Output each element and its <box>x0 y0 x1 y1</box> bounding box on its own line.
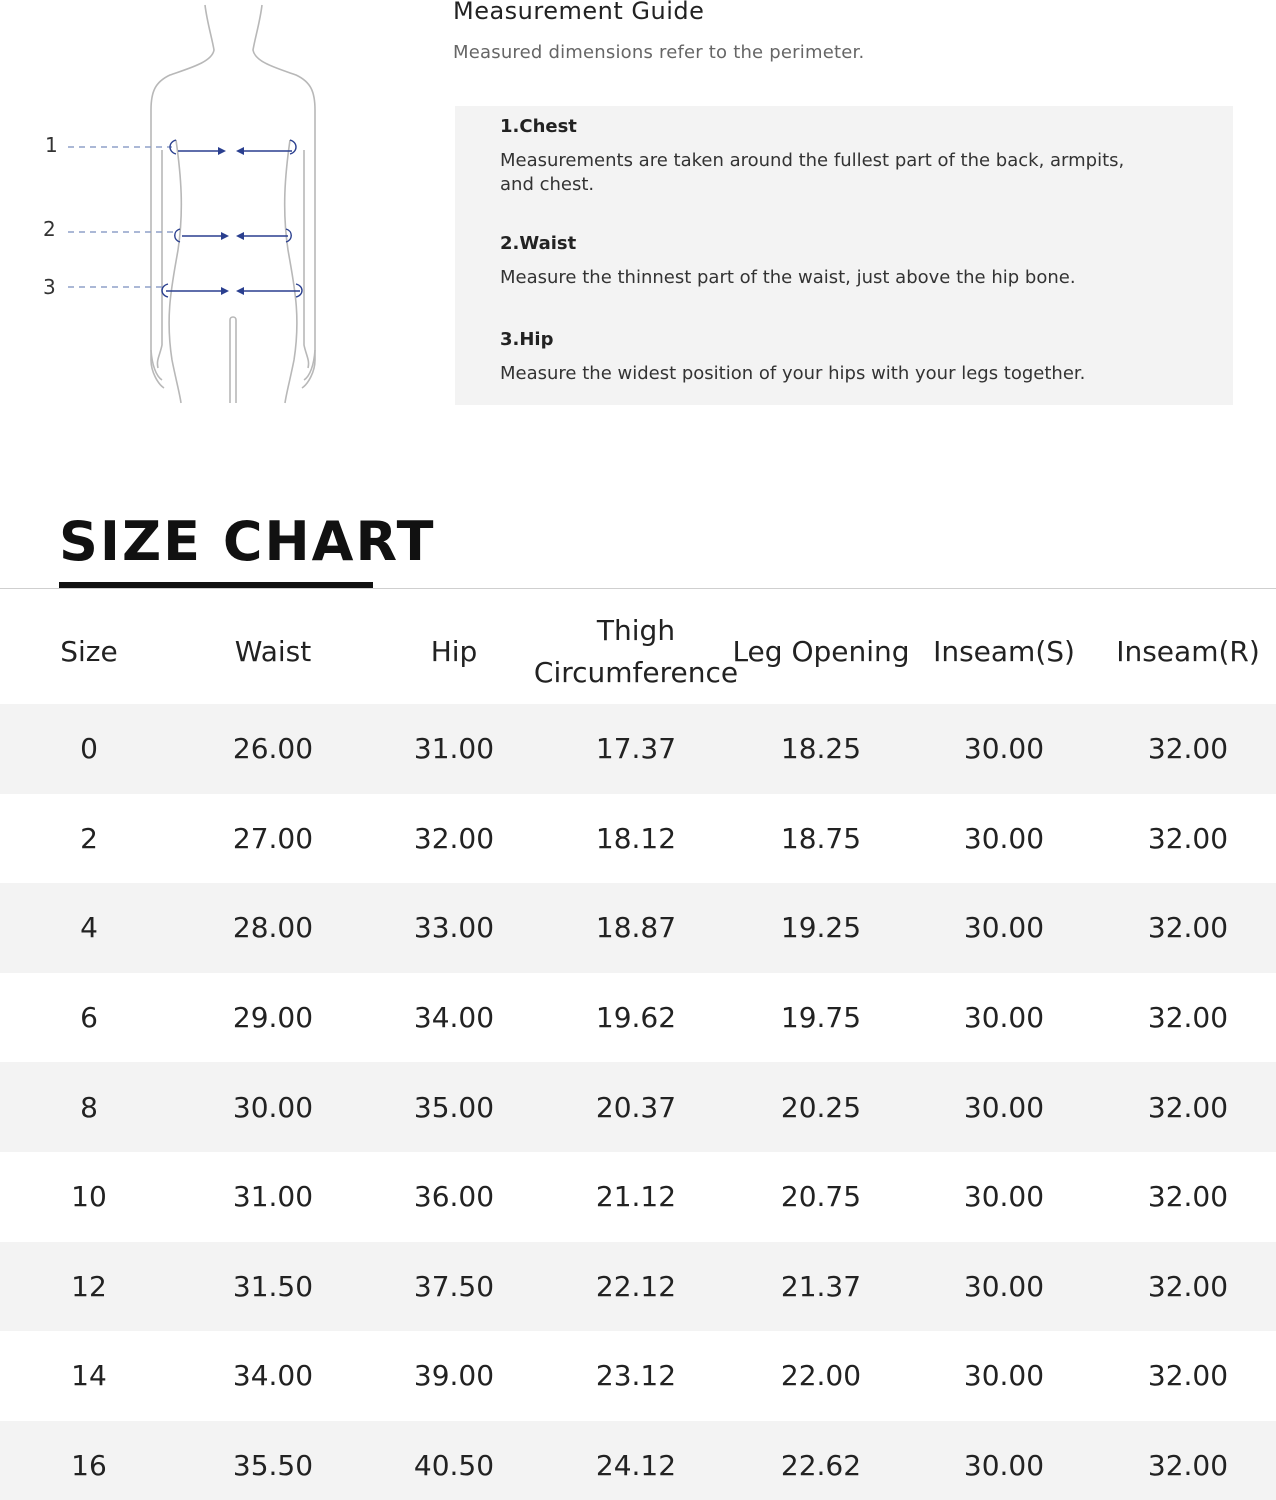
cell-waist: 31.00 <box>232 1180 314 1214</box>
cell-leg-opening: 20.25 <box>780 1090 862 1124</box>
cell-thigh: 19.62 <box>595 1001 677 1035</box>
cell-leg-opening: 21.37 <box>780 1269 862 1303</box>
cell-inseam-s: 30.00 <box>963 911 1045 945</box>
cell-inseam-r: 32.00 <box>1147 1001 1229 1035</box>
table-row <box>0 1331 1276 1421</box>
cell-hip: 34.00 <box>413 1001 495 1035</box>
cell-size: 10 <box>71 1180 107 1214</box>
cell-inseam-r: 32.00 <box>1147 1449 1229 1483</box>
cell-inseam-r: 32.00 <box>1147 911 1229 945</box>
cell-size: 8 <box>80 1090 98 1124</box>
cell-thigh: 23.12 <box>595 1359 677 1393</box>
cell-waist: 27.00 <box>232 821 314 855</box>
cell-inseam-s: 30.00 <box>963 1090 1045 1124</box>
guide-item-title: 1.Chest <box>500 116 577 137</box>
size-table <box>0 600 1276 1483</box>
cell-leg-opening: 20.75 <box>780 1180 862 1214</box>
cell-thigh: 21.12 <box>595 1180 677 1214</box>
cell-thigh: 18.12 <box>595 821 677 855</box>
cell-hip: 40.50 <box>413 1449 495 1483</box>
cell-waist: 31.50 <box>232 1269 314 1303</box>
header-inseam-r: Inseam(R) <box>1116 635 1260 668</box>
header-leg-opening: Leg Opening <box>732 635 910 668</box>
header-thigh: Thigh Circumference <box>533 614 739 689</box>
guide-subtitle: Measured dimensions refer to the perimeter. <box>453 42 865 63</box>
cell-leg-opening: 19.75 <box>780 1001 862 1035</box>
waist-marker: 2 <box>43 217 56 241</box>
cell-waist: 28.00 <box>232 911 314 945</box>
cell-thigh: 17.37 <box>595 732 677 766</box>
cell-thigh: 20.37 <box>595 1090 677 1124</box>
table-row <box>0 1152 1276 1242</box>
cell-leg-opening: 19.25 <box>780 911 862 945</box>
body-measurement-figure <box>0 0 420 410</box>
size-chart-title: SIZE CHART <box>59 510 436 573</box>
cell-hip: 37.50 <box>413 1269 495 1303</box>
guide-item-waist <box>500 233 1160 290</box>
table-row <box>0 1062 1276 1152</box>
header-waist: Waist <box>234 635 312 668</box>
table-row <box>0 704 1276 794</box>
chest-marker: 1 <box>45 133 58 157</box>
cell-waist: 30.00 <box>232 1090 314 1124</box>
table-row <box>0 794 1276 884</box>
cell-inseam-r: 32.00 <box>1147 1180 1229 1214</box>
cell-inseam-s: 30.00 <box>963 1269 1045 1303</box>
cell-inseam-s: 30.00 <box>963 1001 1045 1035</box>
cell-size: 12 <box>71 1269 107 1303</box>
hip-marker: 3 <box>43 275 56 299</box>
guide-item-hip <box>500 329 1160 386</box>
cell-leg-opening: 18.25 <box>780 732 862 766</box>
guide-item-title: 3.Hip <box>500 329 554 350</box>
header-hip: Hip <box>430 635 478 668</box>
cell-inseam-r: 32.00 <box>1147 821 1229 855</box>
cell-inseam-s: 30.00 <box>963 1180 1045 1214</box>
cell-inseam-s: 30.00 <box>963 732 1045 766</box>
cell-hip: 36.00 <box>413 1180 495 1214</box>
guide-item-title: 2.Waist <box>500 233 577 254</box>
cell-waist: 34.00 <box>232 1359 314 1393</box>
guide-item-desc: Measurements are taken around the fullest part of the back, armpits, and chest. <box>500 150 1125 195</box>
cell-size: 2 <box>80 821 98 855</box>
cell-leg-opening: 22.00 <box>780 1359 862 1393</box>
table-row <box>0 1242 1276 1332</box>
body-silhouette-icon <box>0 0 420 410</box>
cell-inseam-r: 32.00 <box>1147 1269 1229 1303</box>
guide-title: Measurement Guide <box>453 0 705 25</box>
cell-hip: 31.00 <box>413 732 495 766</box>
cell-leg-opening: 18.75 <box>780 821 862 855</box>
cell-size: 14 <box>71 1359 107 1393</box>
cell-thigh: 22.12 <box>595 1269 677 1303</box>
cell-thigh: 24.12 <box>595 1449 677 1483</box>
cell-waist: 35.50 <box>232 1449 314 1483</box>
divider <box>0 588 1276 589</box>
table-header <box>0 600 1276 704</box>
header-inseam-s: Inseam(S) <box>933 635 1075 668</box>
cell-hip: 32.00 <box>413 821 495 855</box>
cell-hip: 39.00 <box>413 1359 495 1393</box>
table-row <box>0 883 1276 973</box>
cell-size: 4 <box>80 911 98 945</box>
cell-waist: 26.00 <box>232 732 314 766</box>
cell-inseam-s: 30.00 <box>963 821 1045 855</box>
cell-size: 0 <box>80 732 98 766</box>
cell-inseam-s: 30.00 <box>963 1359 1045 1393</box>
table-row <box>0 973 1276 1063</box>
table-row <box>0 1421 1276 1500</box>
cell-hip: 35.00 <box>413 1090 495 1124</box>
cell-hip: 33.00 <box>413 911 495 945</box>
cell-leg-opening: 22.62 <box>780 1449 862 1483</box>
guide-box <box>455 106 1233 405</box>
header-size: Size <box>60 635 118 668</box>
cell-waist: 29.00 <box>232 1001 314 1035</box>
cell-size: 16 <box>71 1449 107 1483</box>
cell-inseam-r: 32.00 <box>1147 1090 1229 1124</box>
cell-inseam-r: 32.00 <box>1147 732 1229 766</box>
guide-item-chest <box>500 116 1160 197</box>
cell-inseam-s: 30.00 <box>963 1449 1045 1483</box>
table-body <box>0 704 1276 1500</box>
cell-thigh: 18.87 <box>595 911 677 945</box>
cell-inseam-r: 32.00 <box>1147 1359 1229 1393</box>
guide-item-desc: Measure the widest position of your hips with your legs together. <box>500 363 1086 384</box>
cell-size: 6 <box>80 1001 98 1035</box>
guide-item-desc: Measure the thinnest part of the waist, just above the hip bone. <box>500 267 1076 288</box>
